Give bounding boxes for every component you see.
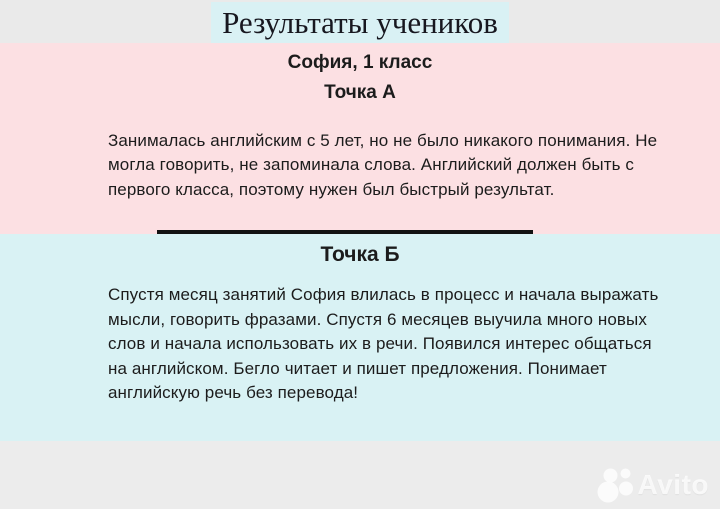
section-point-a <box>0 43 720 234</box>
point-a-paragraph: Занималась английским с 5 лет, но не было никакого понимания. Не могла говорить, не запоминала слова. Английский должен быть с первого класса, поэтому нужен был быстрый результат. <box>108 130 658 199</box>
avito-watermark <box>597 467 709 503</box>
header <box>0 0 720 43</box>
page-title: Результаты учеников <box>222 5 498 40</box>
student-name: София, 1 класс <box>287 52 433 73</box>
section-point-b <box>0 234 720 441</box>
avito-logo-icon <box>597 467 635 503</box>
footer <box>0 441 720 509</box>
section-divider-line <box>157 230 533 234</box>
point-b-heading: Точка Б <box>320 243 400 266</box>
title-highlight <box>211 2 509 43</box>
point-b-paragraph: Спустя месяц занятий София влилась в процесс и начала выражать мысли, говорить фразами. Спустя 6 месяцев выучила много новых слов и начала использовать их в речи. Появился интерес общаться на английском. Бегло читает и пишет предложения. Понимает английскую речь без перевода! <box>108 285 659 403</box>
avito-wordmark: Avito <box>637 469 709 500</box>
point-a-heading: Точка А <box>324 81 396 103</box>
